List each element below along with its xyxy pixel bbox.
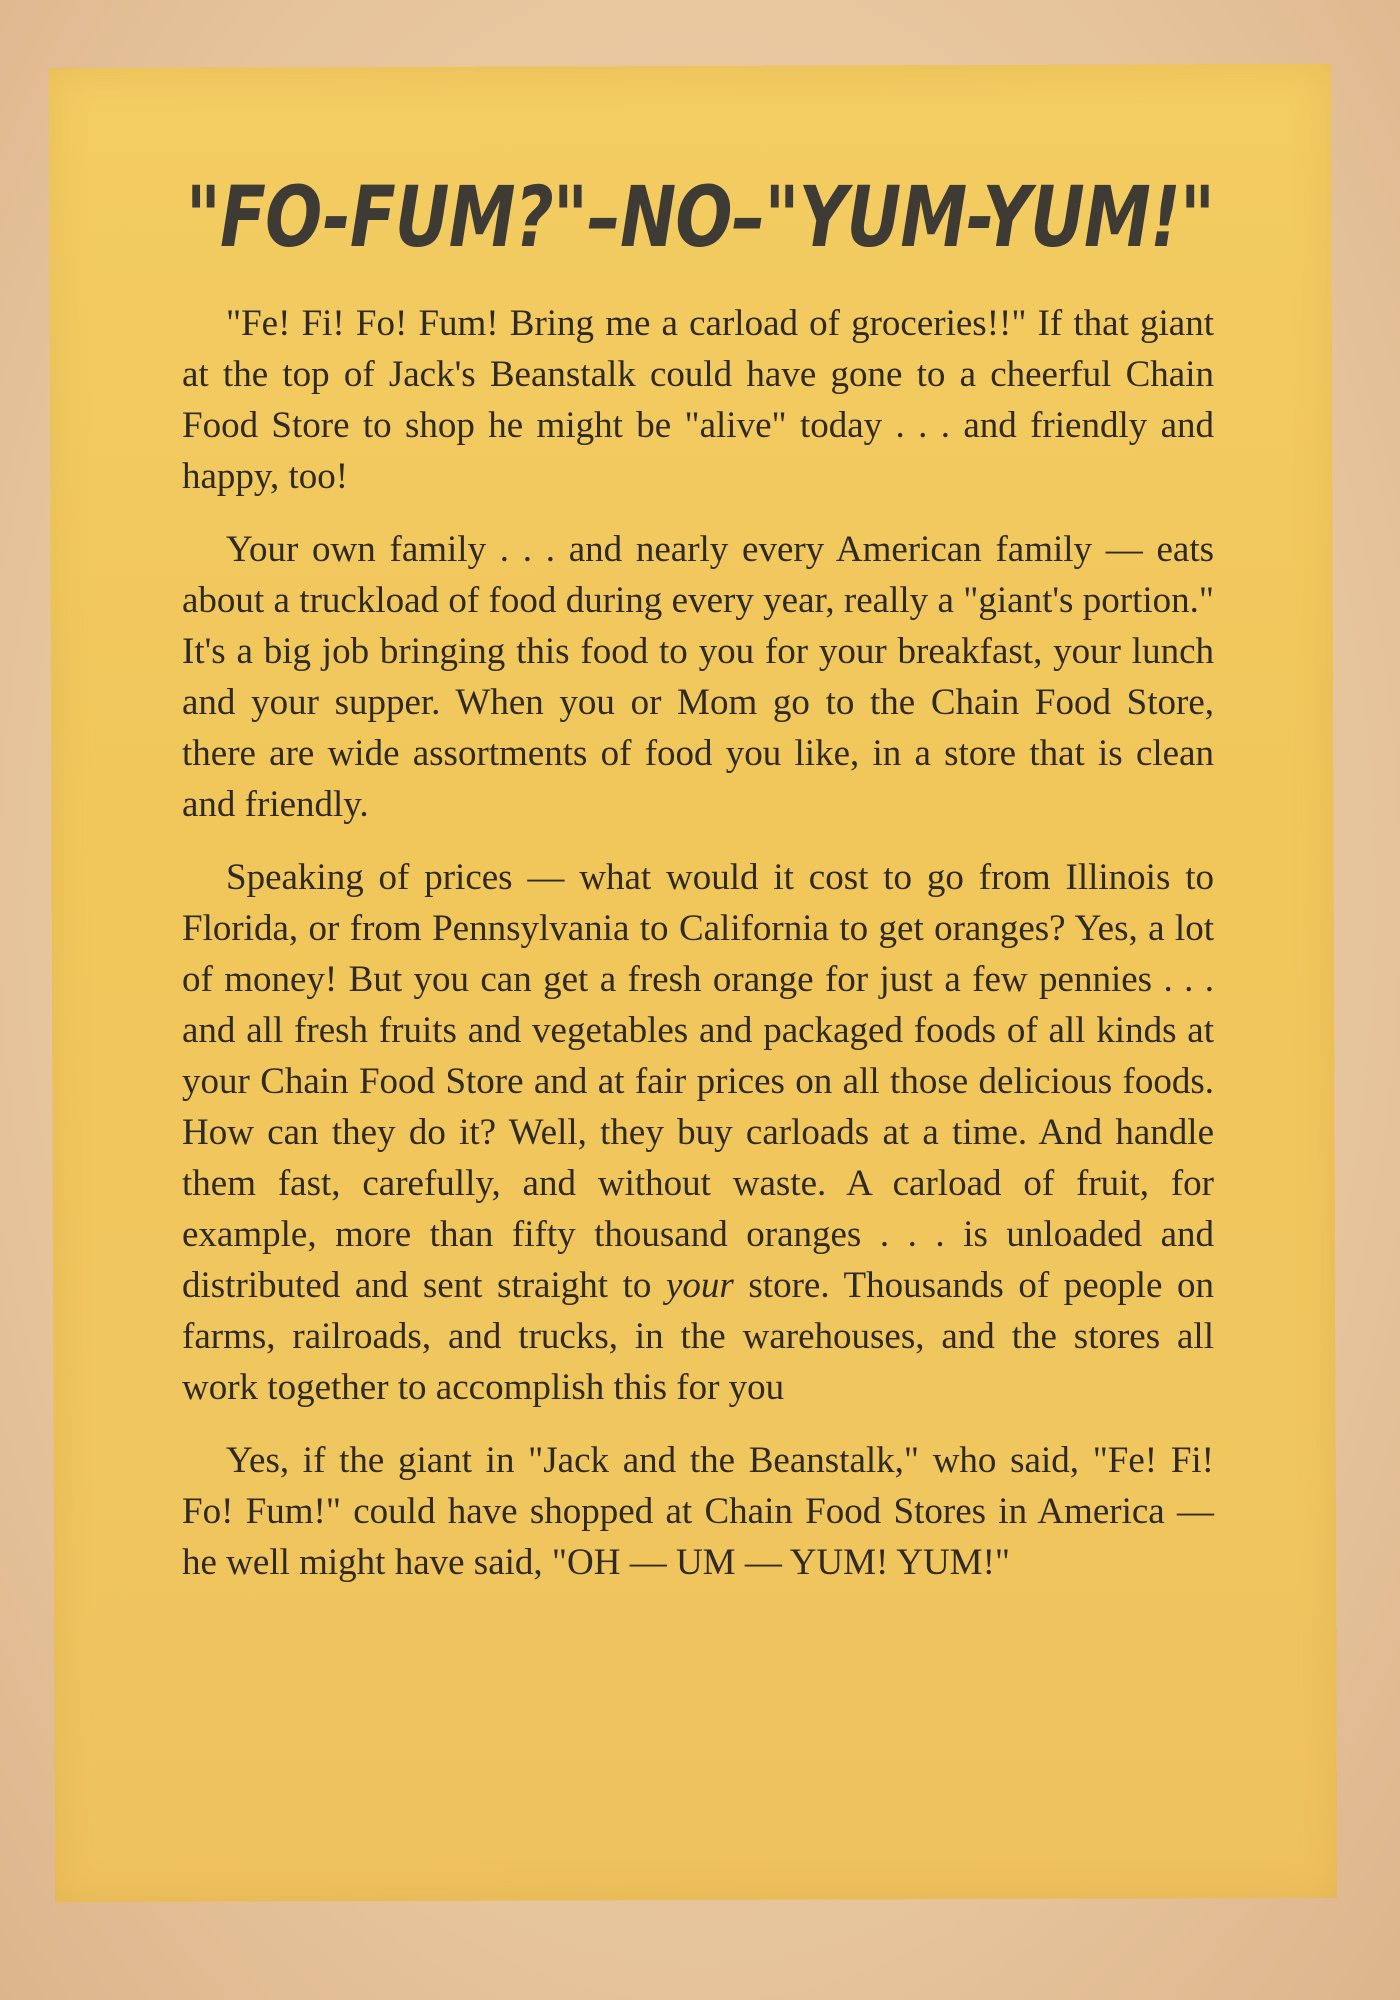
headline: "FO-FUM?"–NO–"YUM-YUM!" [185,168,1215,266]
paragraph-1: "Fe! Fi! Fo! Fum! Bring me a carload of groceries!!" If that giant at the top of Jack's Beanstalk could have gone to a cheerful Chain Food Store to shop he might be "alive" today . . . and friendly and happy, too! [182,303,1214,497]
article-body [182,298,1214,1610]
paragraph-3-emphasis: your [665,1265,734,1306]
paragraph-3-text-b: store. Thousands of people on farms, railroads, and trucks, in the warehouses, and the stores all work together to accomplish this for you [182,1265,1215,1408]
paragraph-3 [182,852,1214,1413]
paragraph-2: Your own family . . . and nearly every American family — eats about a truckload of food during every year, really a "giant's portion." It's a big job bringing this food to you for your breakfast, your lunch and your supper. When you or Mom go to the Chain Food Store, there are wide assortments of food you like, in a store that is clean and friendly. [182,529,1214,825]
paragraph-4: Yes, if the giant in "Jack and the Beanstalk," who said, "Fe! Fi! Fo! Fum!" could have shopped at Chain Food Stores in America — he well might have said, "OH — UM — YUM! YUM!" [182,1440,1214,1583]
paragraph-3-text-a: Speaking of prices — what would it cost to go from Illinois to Florida, or from Pennsylvania to California to get oranges? Yes, a lot of money! But you can get a fresh orange for just a few pennies . . . and all fresh fruits and vegetables and packaged foods of all kinds at your Chain Food Store and at fair prices on all those delicious foods. How can they do it? Well, they buy carloads at a time. And handle them fast, carefully, and without waste. A carload of fruit, for example, more than fifty thousand oranges . . . is unloaded and distributed and sent straight to [182,857,1214,1306]
